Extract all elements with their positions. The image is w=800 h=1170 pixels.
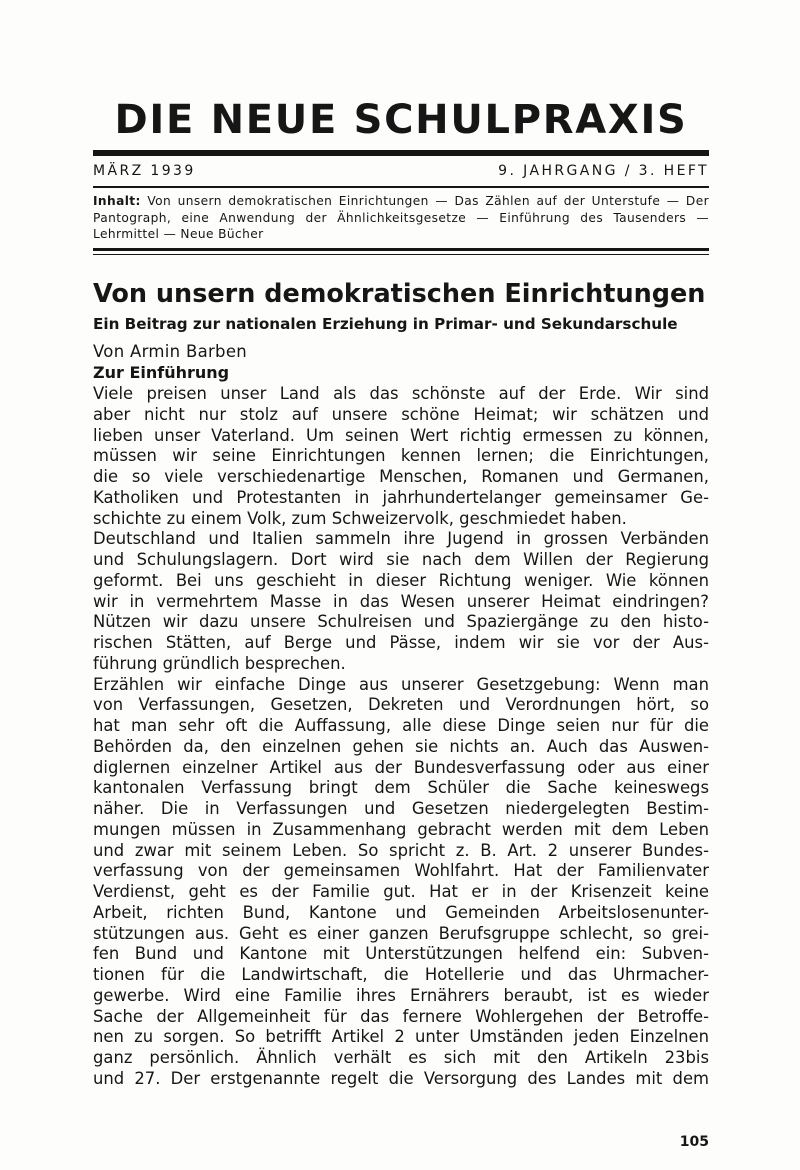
contents-text: Von unsern demokratischen Einrichtungen — Das Zählen auf der Unterstufe — Der Pantograph, eine Anwendung der Ähnlichkeitsgesetze — Einführung des Tausenders — Lehrmittel — Neue Bücher (93, 194, 709, 241)
body-line: diglernen einzelner Artikel aus der Bundesverfassung oder aus einer (93, 757, 709, 777)
body-line: Behörden da, den einzelnen gehen sie nichts an. Auch das Auswen- (93, 736, 709, 756)
body-line: rischen Stätten, auf Berge und Pässe, indem wir sie vor der Aus- (93, 633, 709, 652)
article-body (93, 384, 709, 1090)
body-line: und 27. Der erstgenannte regelt die Versorgung des Landes mit dem (93, 1068, 709, 1088)
article-subtitle: Ein Beitrag zur nationalen Erziehung in Primar- und Sekundarschule (93, 315, 678, 333)
table-of-contents (93, 193, 709, 243)
body-line: fen Bund und Kantone mit Unterstützungen helfend ein: Subven- (93, 944, 709, 964)
body-line: schichte zu einem Volk, zum Schweizervolk, geschmiedet haben. (93, 508, 627, 528)
body-line: Viele preisen unser Land als das schönste auf der Erde. Wir sind (93, 384, 709, 403)
body-line: nen zu sorgen. So betrifft Artikel 2 unter Umständen jeden Einzelnen (93, 1027, 709, 1047)
body-line: geformt. Bei uns geschieht in dieser Richtung weniger. Wie können (93, 570, 709, 590)
body-line: mungen müssen in Zusammenhang gebracht werden mit dem Leben (93, 819, 709, 839)
body-line: aber nicht nur stolz auf unsere schöne Heimat; wir schätzen und (93, 404, 709, 424)
issue-date: MÄRZ 1939 (93, 163, 196, 179)
article-author: Von Armin Barben (93, 342, 248, 361)
body-line: lieben unser Vaterland. Um seinen Wert richtig ermessen zu können, (93, 425, 709, 445)
body-line: und Schulungslagern. Dort wird sie nach dem Willen der Regierung (93, 550, 709, 569)
issue-info (93, 162, 709, 180)
body-line: Sache der Allgemeinheit für das fernere Wohlergehen der Betroffe- (93, 1006, 709, 1026)
body-line: tionen für die Landwirtschaft, die Hotellerie und das Uhrmacher- (93, 965, 709, 984)
section-heading: Zur Einführung (93, 363, 230, 382)
body-line: und zwar mit seinem Leben. So spricht z. B. Art. 2 unserer Bundes- (93, 840, 709, 860)
body-line: wir in vermehrtem Masse in das Wesen unserer Heimat eindringen? (93, 591, 709, 611)
masthead-title: DIE NEUE SCHULPRAXIS (114, 97, 688, 143)
contents-label: Inhalt: (93, 194, 141, 208)
body-line: Verdienst, geht es der Familie gut. Hat er in der Krisenzeit keine (93, 882, 709, 901)
body-line: führung gründlich besprechen. (93, 653, 346, 673)
contents-rule-thick (93, 248, 709, 251)
body-line: müssen wir seine Einrichtungen kennen lernen; die Einrichtungen, (93, 446, 709, 466)
body-line: Nützen wir dazu unsere Schulreisen und Spaziergänge zu den histo- (93, 612, 709, 632)
body-line: Erzählen wir einfache Dinge aus unserer Gesetzgebung: Wenn man (93, 674, 709, 694)
masthead-rule-thick (93, 150, 709, 156)
body-line: Katholiken und Protestanten in jahrhundertelanger gemeinsamer Ge- (93, 487, 709, 507)
body-line: kantonalen Verfassung bringt dem Schüler die Sache keineswegs (93, 778, 709, 798)
body-line: gewerbe. Wird eine Familie ihres Ernährers beraubt, ist es wieder (93, 985, 709, 1005)
body-line: stützungen aus. Geht es einer ganzen Berufsgruppe schlecht, so grei- (93, 923, 709, 943)
body-line: näher. Die in Verfassungen und Gesetzen niedergelegten Bestim- (93, 799, 709, 818)
article-title: Von unsern demokratischen Einrichtungen (93, 279, 706, 309)
body-line: verfassung von der gemeinsamen Wohlfahrt. Hat der Familienvater (93, 861, 709, 881)
body-line: die so viele verschiedenartige Menschen, Romanen und Germanen, (93, 467, 709, 486)
body-line: hat man sehr oft die Auffassung, alle diese Dinge seien nur für die (93, 716, 709, 735)
body-line: ganz persönlich. Ähnlich verhält es sich mit den Artikeln 23bis (93, 1048, 709, 1067)
body-line: Arbeit, richten Bund, Kantone und Gemeinden Arbeitslosenunter- (93, 902, 709, 922)
page-number: 105 (679, 1134, 709, 1150)
contents-rule-thin (93, 254, 709, 255)
body-line: von Verfassungen, Gesetzen, Dekreten und Verordnungen hört, so (93, 695, 709, 715)
issue-volume: 9. JAHRGANG / 3. HEFT (498, 163, 709, 179)
body-line: Deutschland und Italien sammeln ihre Jugend in grossen Verbänden (93, 529, 709, 549)
issue-rule (93, 186, 709, 188)
